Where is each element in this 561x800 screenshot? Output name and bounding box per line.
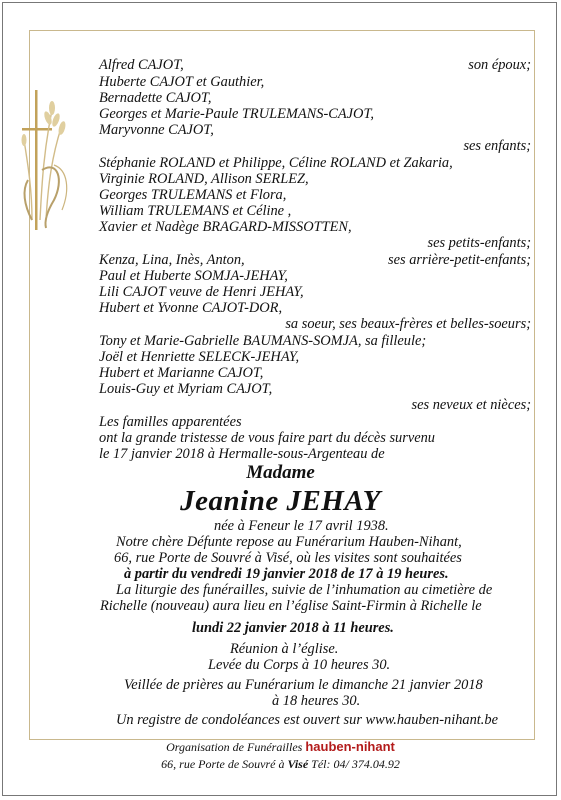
detail-line: Levée du Corps à 10 heures 30. (208, 657, 391, 673)
footer-address-prefix: 66, rue Porte de Souvré à (161, 757, 285, 771)
family-line: Hubert et Marianne CAJOT, (99, 365, 264, 381)
detail-line: 66, rue Porte de Souvré à Visé, où les visites sont souhaitées (114, 550, 462, 566)
footer-address (0, 757, 561, 772)
family-line: Tony et Marie-Gabrielle BAUMANS-SOMJA, sa filleule; (99, 333, 427, 349)
family-line: Alfred CAJOT, (99, 57, 184, 73)
family-line: Huberte CAJOT et Gauthier, (99, 74, 265, 90)
family-line: Stéphanie ROLAND et Philippe, Céline ROLAND et Zakaria, (99, 155, 453, 171)
detail-line-date: lundi 22 janvier 2018 à 11 heures. (192, 620, 394, 636)
family-line: Joël et Henriette SELECK-JEHAY, (99, 349, 300, 365)
cross-wheat-emblem-icon (18, 70, 78, 230)
family-line: ont la grande tristesse de vous faire part du décès survenu (99, 430, 436, 446)
family-line: Xavier et Nadège BRAGARD-MISSOTTEN, (99, 219, 352, 235)
family-line: William TRULEMANS et Céline , (99, 203, 292, 219)
role-label: ses arrière-petit-enfants; (388, 252, 531, 268)
family-line: Louis-Guy et Myriam CAJOT, (99, 381, 273, 397)
role-label: ses neveux et nièces; (411, 397, 531, 413)
family-line: Lili CAJOT veuve de Henri JEHAY, (99, 284, 304, 300)
role-label: ses enfants; (463, 138, 531, 154)
family-line: Hubert et Yvonne CAJOT-DOR, (99, 300, 283, 316)
detail-line: Veillée de prières au Funérarium le dimanche 21 janvier 2018 (124, 677, 483, 693)
footer-org-prefix: Organisation de Funérailles (166, 740, 303, 754)
family-line: Bernadette CAJOT, (99, 90, 212, 106)
brand-logo: hauben-nihant (305, 739, 395, 754)
detail-line: La liturgie des funérailles, suivie de l’inhumation au cimetière de (116, 582, 493, 598)
detail-line: à 18 heures 30. (272, 693, 361, 709)
family-line: Paul et Huberte SOMJA-JEHAY, (99, 268, 288, 284)
deceased-title: Madame (246, 462, 315, 483)
detail-line: Réunion à l’église. (230, 641, 339, 657)
footer-organisation (0, 739, 561, 755)
footer-phone: Tél: 04/ 374.04.92 (311, 757, 400, 771)
detail-line: Richelle (nouveau) aura lieu en l’église Saint-Firmin à Richelle le (100, 598, 482, 614)
family-line: Virginie ROLAND, Allison SERLEZ, (99, 171, 309, 187)
deceased-name: Jeanine JEHAY (180, 485, 381, 517)
family-line: Maryvonne CAJOT, (99, 122, 214, 138)
family-line: Kenza, Lina, Inès, Anton, (99, 252, 245, 268)
footer-city: Visé (287, 757, 309, 771)
family-line: le 17 janvier 2018 à Hermalle-sous-Argenteau de (99, 446, 385, 462)
detail-line: Notre chère Défunte repose au Funérarium Hauben-Nihant, (116, 534, 462, 550)
role-label: ses petits-enfants; (427, 235, 531, 251)
role-label: son époux; (468, 57, 531, 73)
family-line: Georges et Marie-Paule TRULEMANS-CAJOT, (99, 106, 374, 122)
family-line: Georges TRULEMANS et Flora, (99, 187, 287, 203)
role-label: sa soeur, ses beaux-frères et belles-soeurs; (285, 316, 531, 332)
deceased-birth: née à Feneur le 17 avril 1938. (214, 518, 389, 534)
family-line: Les familles apparentées (99, 414, 242, 430)
registry-line: Un registre de condoléances est ouvert sur www.hauben-nihant.be (116, 712, 498, 728)
detail-line: à partir du vendredi 19 janvier 2018 de 17 à 19 heures. (124, 566, 449, 582)
